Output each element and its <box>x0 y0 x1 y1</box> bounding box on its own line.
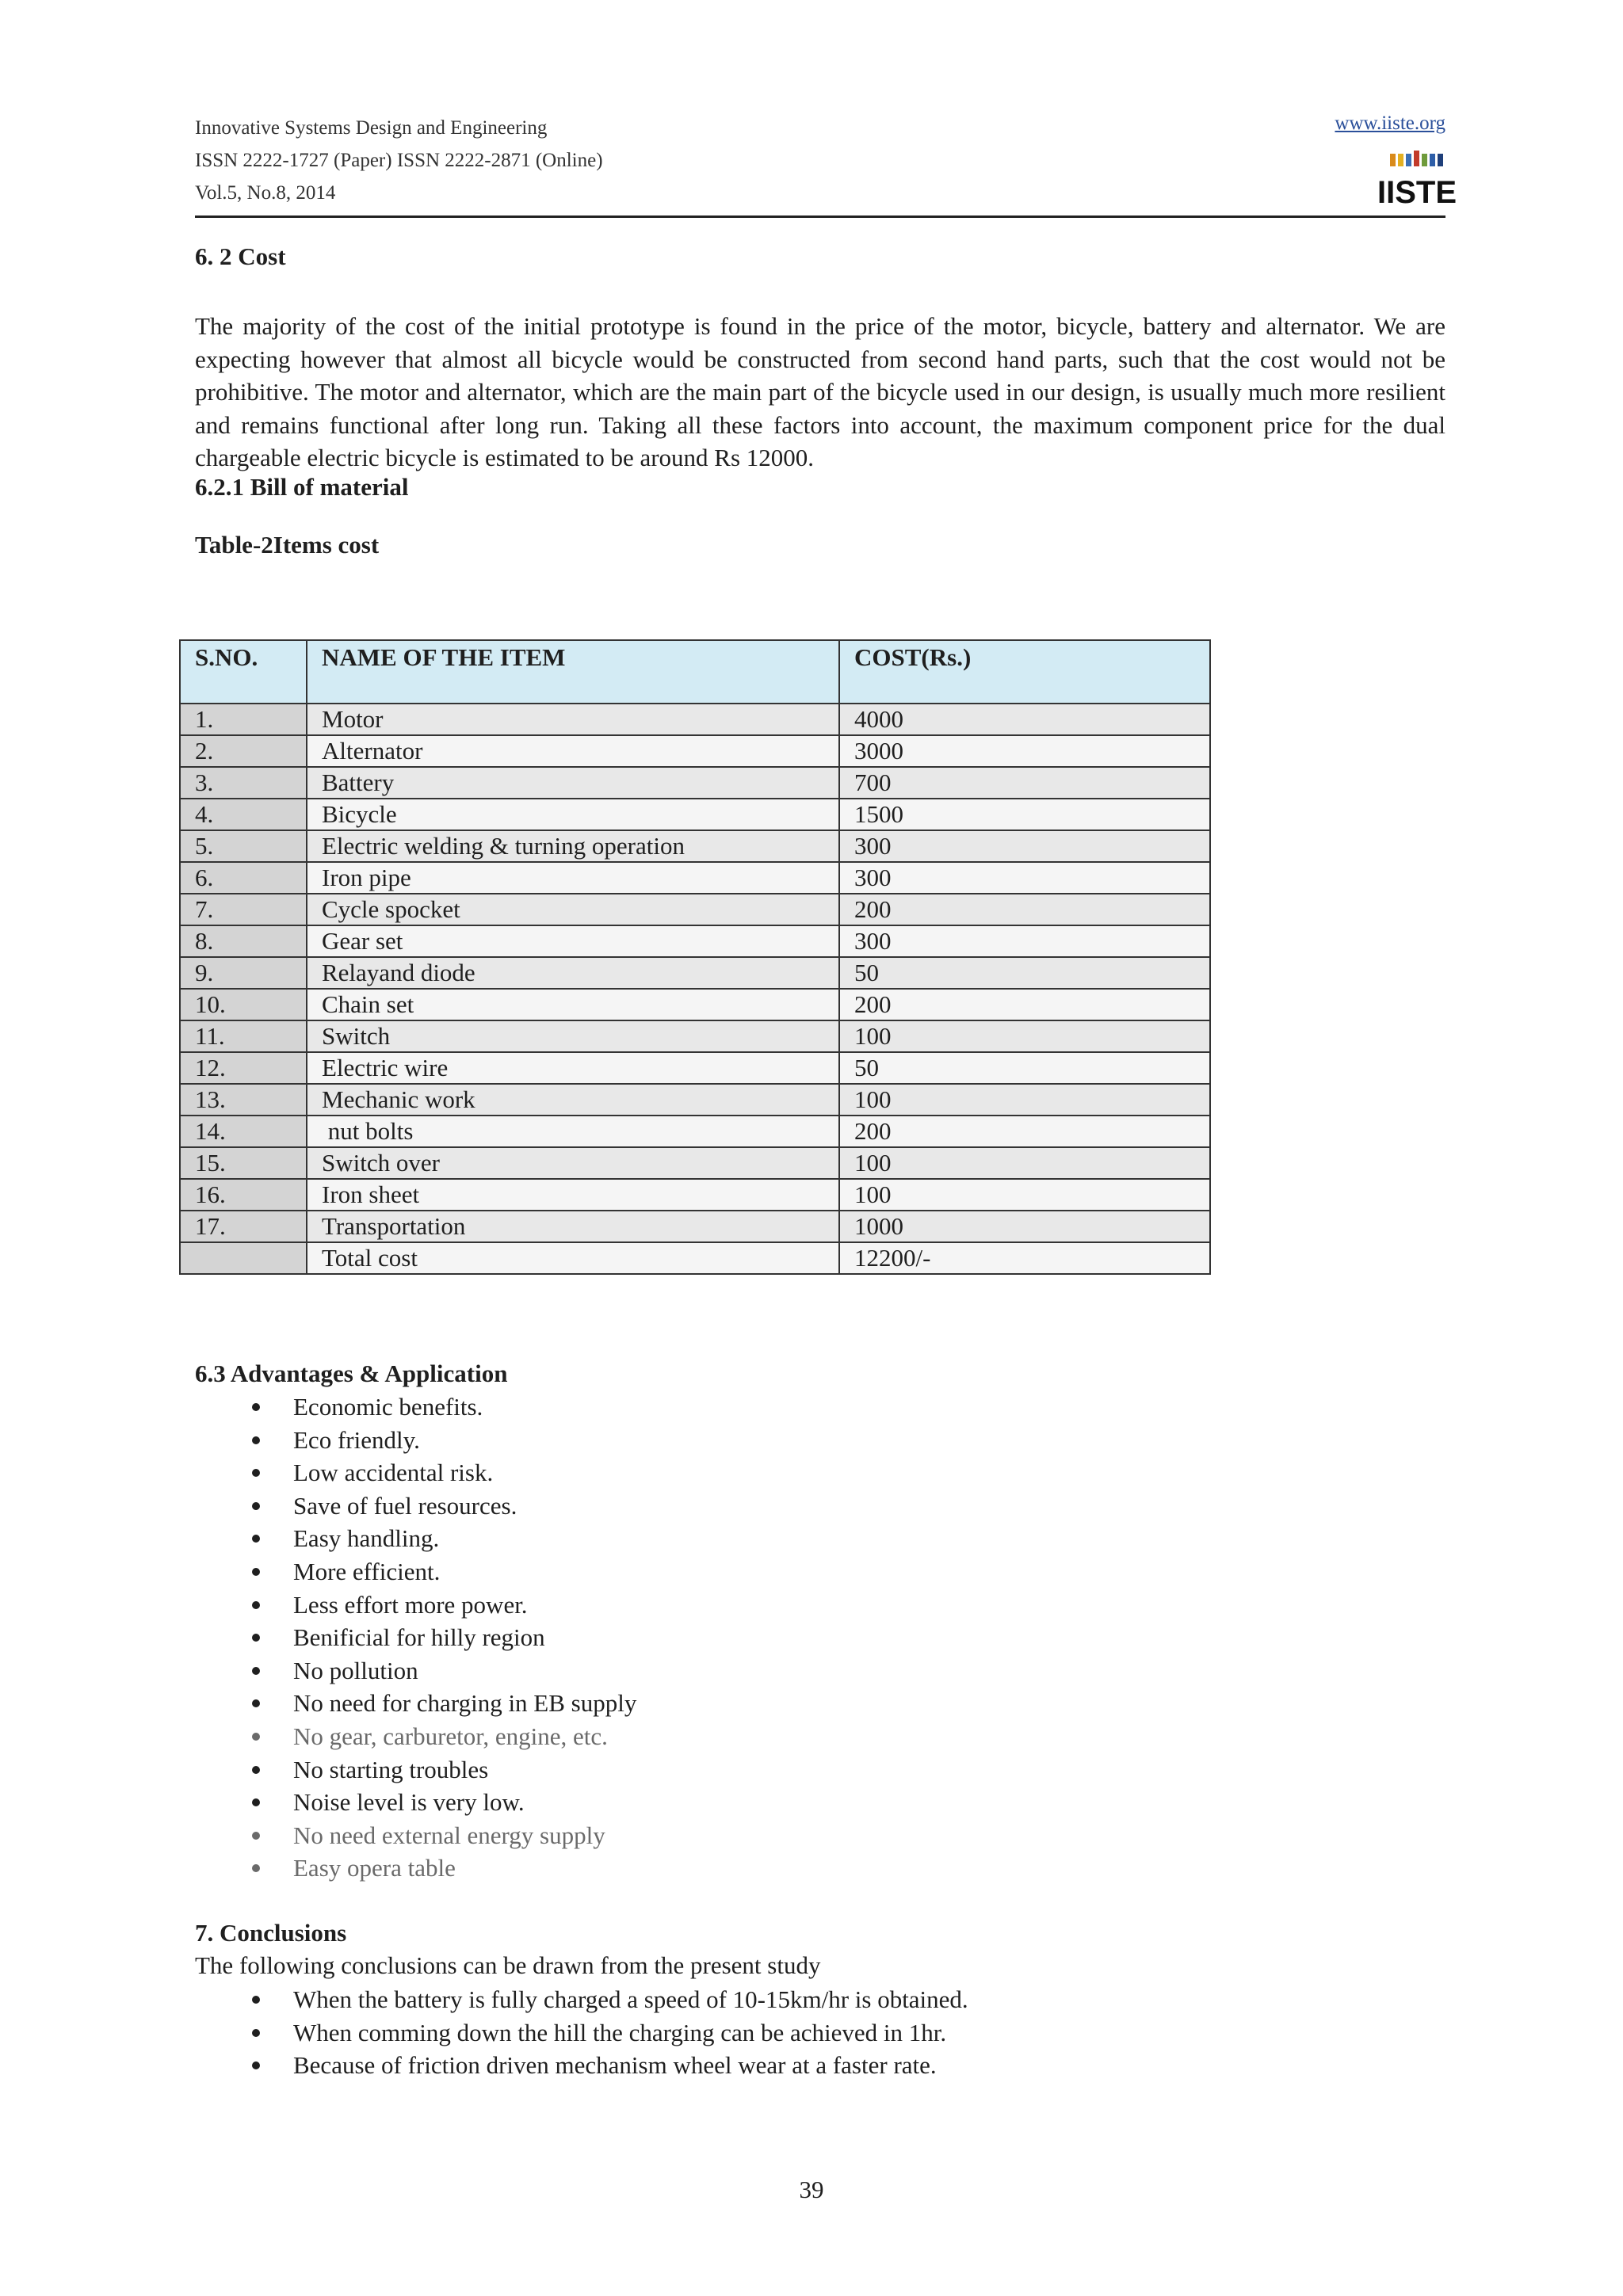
table-row <box>180 1147 1210 1179</box>
list-item: Less effort more power. <box>252 1589 636 1622</box>
cell-item-name: Transportation <box>307 1211 839 1242</box>
cell-sno: 17. <box>180 1211 307 1242</box>
cell-item-name: Cycle spocket <box>307 894 839 925</box>
list-item: No need for charging in EB supply <box>252 1687 636 1720</box>
cell-sno: 6. <box>180 862 307 894</box>
cell-cost: 200 <box>839 1116 1210 1147</box>
table-header-row <box>180 640 1210 704</box>
table-row <box>180 735 1210 767</box>
table-row <box>180 894 1210 925</box>
list-item: When the battery is fully charged a speed of 10-15km/hr is obtained. <box>252 1983 968 2016</box>
cell-item-name: Chain set <box>307 989 839 1020</box>
cell-item-name: Alternator <box>307 735 839 767</box>
header-rule <box>195 215 1445 218</box>
table-row <box>180 1084 1210 1116</box>
cell-item-name: nut bolts <box>307 1116 839 1147</box>
cell-item-name: Switch over <box>307 1147 839 1179</box>
cell-cost: 300 <box>839 862 1210 894</box>
cell-item-name: Gear set <box>307 925 839 957</box>
list-item: No starting troubles <box>252 1753 636 1787</box>
table-row <box>180 767 1210 799</box>
cell-cost: 700 <box>839 767 1210 799</box>
conclusions-list <box>252 1983 968 2082</box>
cell-item-name: Battery <box>307 767 839 799</box>
logo-text: IISTE <box>1377 175 1457 210</box>
journal-title: Innovative Systems Design and Engineering <box>195 117 548 139</box>
cell-cost: 1000 <box>839 1211 1210 1242</box>
header-sno: S.NO. <box>180 640 307 704</box>
cell-item-name: Electric wire <box>307 1052 839 1084</box>
cell-sno: 11. <box>180 1020 307 1052</box>
list-item: More efficient. <box>252 1555 636 1589</box>
cell-cost: 50 <box>839 957 1210 989</box>
cell-item-name: Iron sheet <box>307 1179 839 1211</box>
table-row <box>180 1116 1210 1147</box>
cell-cost: 12200/- <box>839 1242 1210 1274</box>
cell-sno: 7. <box>180 894 307 925</box>
cell-cost: 300 <box>839 830 1210 862</box>
list-item: Noise level is very low. <box>252 1786 636 1819</box>
journal-header <box>195 113 603 210</box>
section-heading-advantages: 6.3 Advantages & Application <box>195 1360 508 1387</box>
cell-sno: 15. <box>180 1147 307 1179</box>
list-item: Save of fuel resources. <box>252 1489 636 1523</box>
table-row <box>180 1179 1210 1211</box>
cell-sno: 8. <box>180 925 307 957</box>
cell-cost: 100 <box>839 1147 1210 1179</box>
iiste-logo-icon <box>1377 149 1457 210</box>
list-item: Low accidental risk. <box>252 1456 636 1489</box>
cell-item-name: Motor <box>307 704 839 735</box>
cell-item-name: Iron pipe <box>307 862 839 894</box>
cell-sno: 3. <box>180 767 307 799</box>
section-heading-conclusions: 7. Conclusions <box>195 1919 347 1947</box>
list-item: Easy opera table <box>252 1852 636 1885</box>
cell-sno <box>180 1242 307 1274</box>
list-item: Because of friction driven mechanism wheel wear at a faster rate. <box>252 2049 968 2082</box>
list-item: No need external energy supply <box>252 1819 636 1852</box>
conclusions-intro: The following conclusions can be drawn from the present study <box>195 1951 821 1979</box>
cell-sno: 1. <box>180 704 307 735</box>
cell-cost: 4000 <box>839 704 1210 735</box>
page-number: 39 <box>799 2176 824 2203</box>
cell-sno: 9. <box>180 957 307 989</box>
table-row <box>180 862 1210 894</box>
table-caption: Table-2Items cost <box>195 531 380 559</box>
list-item: Benificial for hilly region <box>252 1621 636 1654</box>
cell-cost: 100 <box>839 1179 1210 1211</box>
cell-cost: 300 <box>839 925 1210 957</box>
cell-item-name: Switch <box>307 1020 839 1052</box>
cell-cost: 3000 <box>839 735 1210 767</box>
journal-issn: ISSN 2222-1727 (Paper) ISSN 2222-2871 (Online) <box>195 150 603 171</box>
advantages-list <box>252 1390 636 1885</box>
table-total-row <box>180 1242 1210 1274</box>
table-row <box>180 957 1210 989</box>
cell-cost: 50 <box>839 1052 1210 1084</box>
cell-sno: 2. <box>180 735 307 767</box>
cell-item-name: Electric welding & turning operation <box>307 830 839 862</box>
table-row <box>180 799 1210 830</box>
list-item: No pollution <box>252 1654 636 1688</box>
cell-item-name: Total cost <box>307 1242 839 1274</box>
cell-sno: 12. <box>180 1052 307 1084</box>
list-item: When comming down the hill the charging can be achieved in 1hr. <box>252 2016 968 2050</box>
cell-cost: 200 <box>839 894 1210 925</box>
list-item: Economic benefits. <box>252 1390 636 1424</box>
table-row <box>180 989 1210 1020</box>
table-row <box>180 1052 1210 1084</box>
journal-volume: Vol.5, No.8, 2014 <box>195 182 336 204</box>
list-item: Eco friendly. <box>252 1424 636 1457</box>
cell-cost: 100 <box>839 1084 1210 1116</box>
items-cost-table <box>179 639 1211 1275</box>
cell-sno: 10. <box>180 989 307 1020</box>
subsection-heading-bom: 6.2.1 Bill of material <box>195 473 409 501</box>
cell-sno: 5. <box>180 830 307 862</box>
cell-sno: 4. <box>180 799 307 830</box>
cell-cost: 1500 <box>839 799 1210 830</box>
section-heading-cost: 6. 2 Cost <box>195 242 286 270</box>
cell-item-name: Relayand diode <box>307 957 839 989</box>
table-row <box>180 830 1210 862</box>
website-link[interactable]: www.iiste.org <box>1335 113 1445 134</box>
table-row <box>180 704 1210 735</box>
cell-cost: 100 <box>839 1020 1210 1052</box>
table-row <box>180 1211 1210 1242</box>
cost-paragraph: The majority of the cost of the initial prototype is found in the price of the motor, bicycle, battery and alternator. We are expecting however that almost all bicycle would be constructed from second hand parts, such that the cost would not be prohibitive. The motor and alternator, which are the main part of the bicycle used in our design, is usually much more resilient and remains functional after long run. Taking all these factors into account, the maximum component price for the dual chargeable electric bicycle is estimated to be around Rs 12000. <box>195 312 1445 471</box>
header-item-name: NAME OF THE ITEM <box>307 640 839 704</box>
table-row <box>180 925 1210 957</box>
list-item: Easy handling. <box>252 1522 636 1555</box>
cell-sno: 14. <box>180 1116 307 1147</box>
cell-sno: 13. <box>180 1084 307 1116</box>
list-item: No gear, carburetor, engine, etc. <box>252 1720 636 1753</box>
header-cost: COST(Rs.) <box>839 640 1210 704</box>
table-row <box>180 1020 1210 1052</box>
cell-cost: 200 <box>839 989 1210 1020</box>
cell-sno: 16. <box>180 1179 307 1211</box>
cell-item-name: Bicycle <box>307 799 839 830</box>
cell-item-name: Mechanic work <box>307 1084 839 1116</box>
table-body <box>180 704 1210 1274</box>
